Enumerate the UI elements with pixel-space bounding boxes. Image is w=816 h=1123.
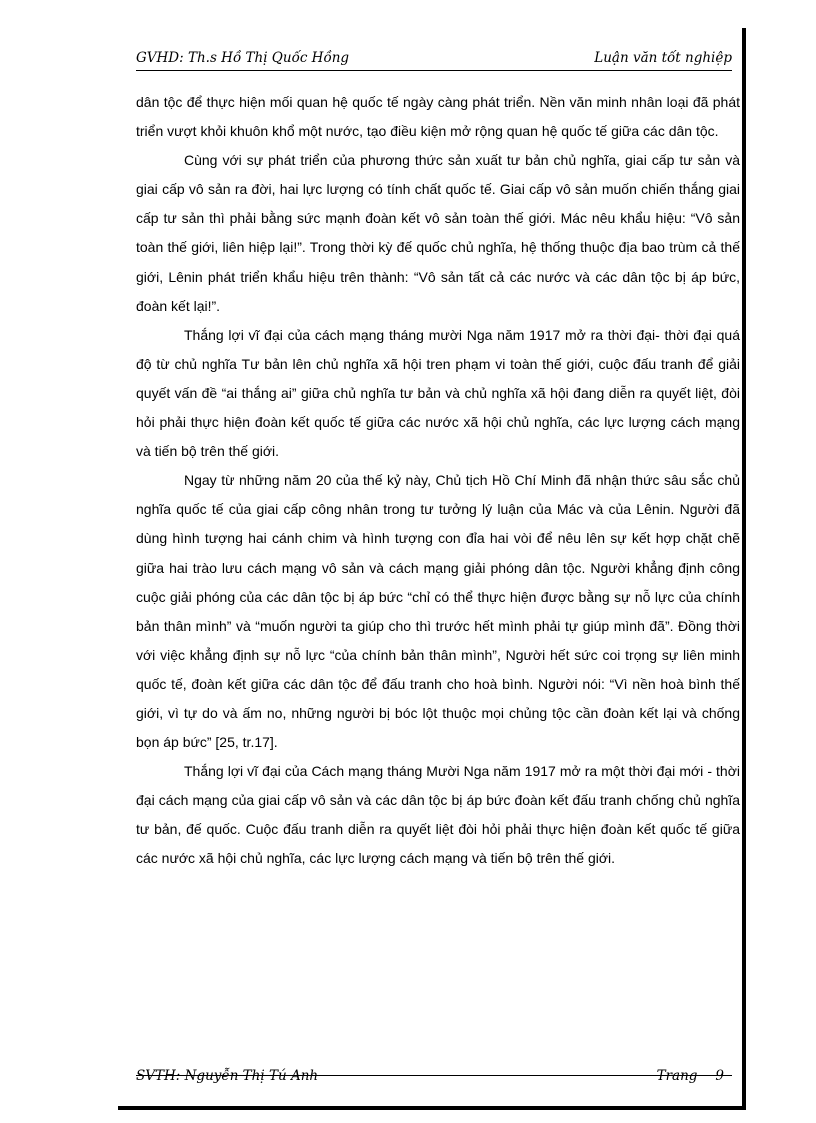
- page-footer: [136, 1068, 732, 1108]
- header-document-type: Luận văn tốt nghiệp: [594, 50, 732, 66]
- page-header: [136, 48, 732, 71]
- paragraph: Ngay từ những năm 20 của thế kỷ này, Chủ tịch Hồ Chí Minh đã nhận thức sâu sắc chủ nghĩa quốc tế của giai cấp công nhân trong tư tưởng lý luận của Mác và của Lênin. Người đã dùng hình tượng hai cánh chim và hình tượng con đỉa hai vòi để nêu lên sự kết hợp chặt chẽ giữa hai trào lưu cách mạng vô sản và cách mạng giải phóng dân tộc. Người khẳng định công cuộc giải phóng của các dân tộc bị áp bức “chỉ có thể thực hiện được bằng sự nỗ lực của chính bản thân mình” và “muốn người ta giúp cho thì trước hết mình phải tự giúp mình đã”. Đồng thời với việc khẳng định sự nỗ lực “của chính bản thân mình”, Người hết sức coi trọng sự liên minh quốc tế, đoàn kết giữa các dân tộc để đấu tranh cho hoà bình. Người nói: “Vì nền hoà bình thế giới, vì tự do và ấm no, những người bị bóc lột thuộc mọi chủng tộc cần đoàn kết lại và chống bọn áp bức” [25, tr.17].: [136, 472, 740, 751]
- page-number: 9: [715, 1068, 724, 1084]
- footer-student: SVTH: Nguyễn Thị Tú Anh: [136, 1068, 319, 1084]
- page-label: Trang: [656, 1068, 698, 1084]
- header-advisor: GVHD: Th.s Hồ Thị Quốc Hồng: [136, 50, 350, 66]
- paragraph: Thắng lợi vĩ đại của cách mạng tháng mười Nga năm 1917 mở ra thời đại- thời đại quá độ từ chủ nghĩa Tư bản lên chủ nghĩa xã hội tren phạm vi toàn thế giới, cuộc đấu tranh để giải quyết vấn đề “ai thắng ai” giữa chủ nghĩa tư bản và chủ nghĩa xã hội đang diễn ra quyết liệt, đòi hỏi phải thực hiện đoàn kết quốc tế giữa các nước xã hội chủ nghĩa, các lực lượng cách mạng và tiến bộ trên thế giới.: [136, 326, 740, 460]
- paragraph: Cùng với sự phát triển của phương thức sản xuất tư bản chủ nghĩa, giai cấp tư sản và giai cấp vô sản ra đời, hai lực lượng có tính chất quốc tế. Giai cấp vô sản muốn chiến thắng giai cấp tư sản thì phải bằng sức mạnh đoàn kết vô sản toàn thế giới. Mác nêu khẩu hiệu: “Vô sản toàn thế giới, liên hiệp lại!”. Trong thời kỳ đế quốc chủ nghĩa, hệ thống thuộc địa bao trùm cả thế giới, Lênin phát triển khẩu hiệu trên thành: “Vô sản tất cả các nước và các dân tộc bị áp bức, đoàn kết lại!”.: [136, 152, 740, 314]
- paragraph: dân tộc để thực hiện mối quan hệ quốc tế ngày càng phát triển. Nền văn minh nhân loại đã phát triển vượt khỏi khuôn khổ một nước, tạo điều kiện mở rộng quan hệ quốc tế giữa các dân tộc.: [136, 94, 740, 140]
- document-body: [136, 88, 740, 874]
- footer-page-info: [657, 1068, 724, 1084]
- paragraph: Thắng lợi vĩ đại của Cách mạng tháng Mười Nga năm 1917 mở ra một thời đại mới - thời đại cách mạng của giai cấp vô sản và các dân tộc bị áp bức đoàn kết đấu tranh chống chủ nghĩa tư bản, đế quốc. Cuộc đấu tranh diễn ra quyết liệt đòi hỏi phải thực hiện đoàn kết quốc tế giữa các nước xã hội chủ nghĩa, các lực lượng cách mạng và tiến bộ trên thế giới.: [136, 763, 740, 867]
